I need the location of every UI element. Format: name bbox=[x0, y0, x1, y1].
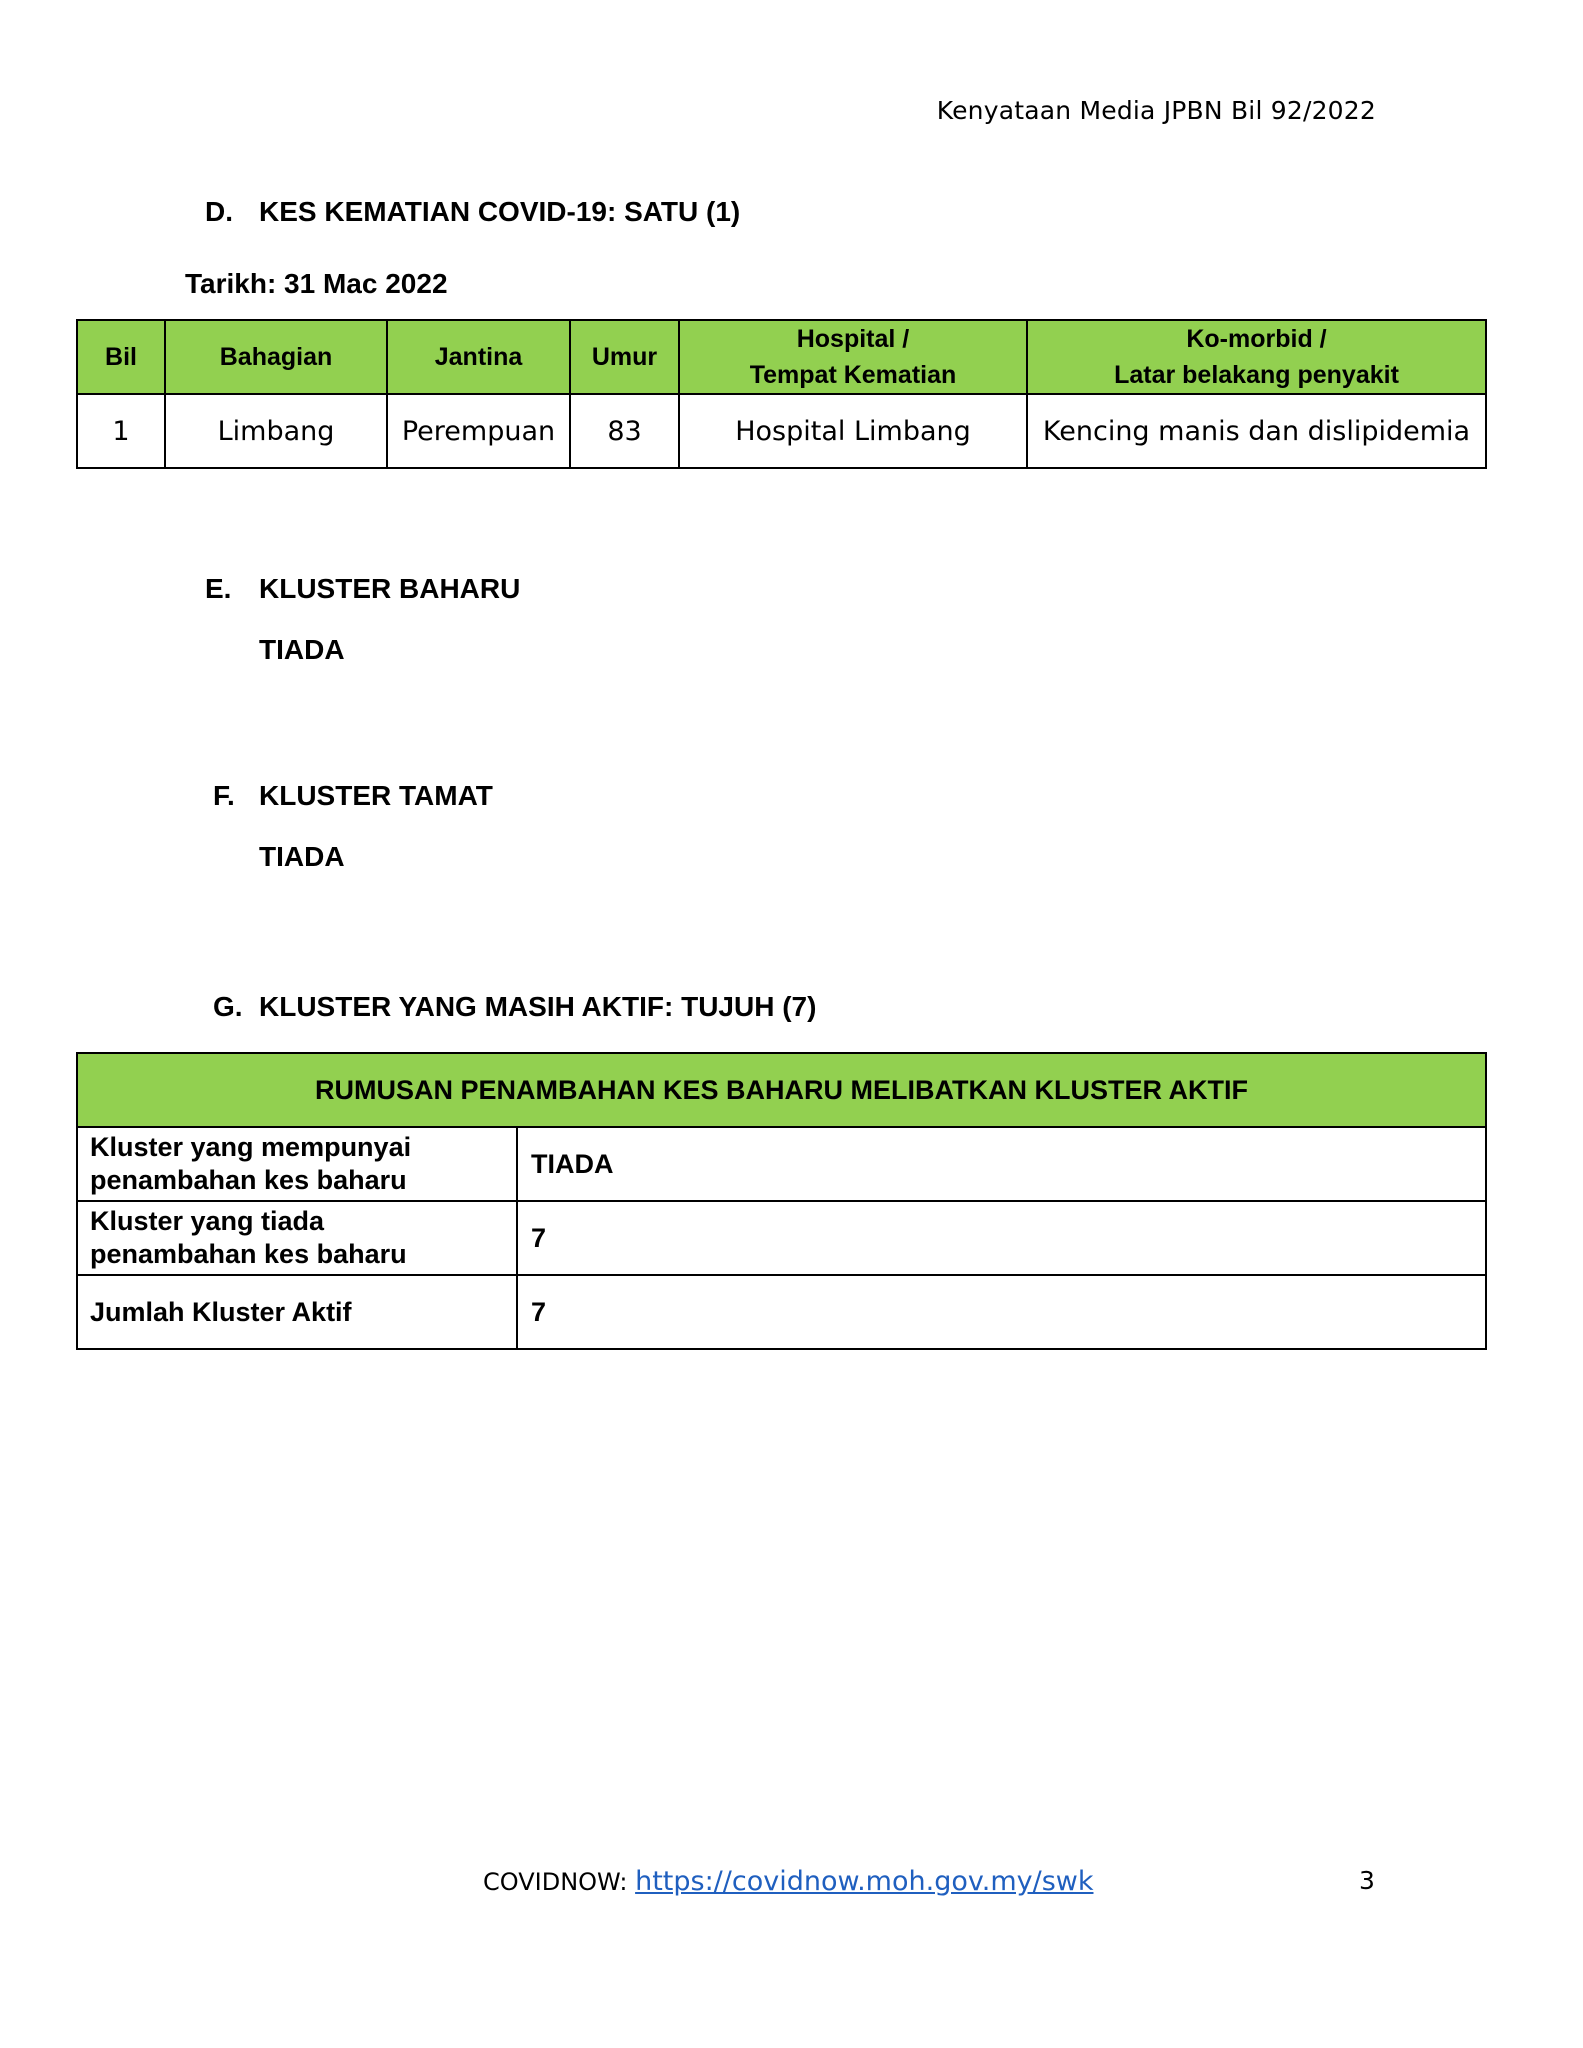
section-e-letter: E. bbox=[205, 573, 232, 604]
section-g-heading bbox=[213, 991, 816, 1023]
table-row bbox=[77, 1127, 1486, 1201]
covidnow-link[interactable]: https://covidnow.moh.gov.my/swk bbox=[635, 1866, 1094, 1897]
cluster-row-label-line-1: Kluster yang tiada bbox=[90, 1206, 325, 1236]
document-reference: Kenyataan Media JPBN Bil 92/2022 bbox=[936, 96, 1376, 125]
active-cluster-table bbox=[76, 1052, 1487, 1350]
section-f-heading bbox=[213, 780, 493, 812]
cluster-row-value: 7 bbox=[517, 1201, 1486, 1275]
section-f-letter: F. bbox=[213, 780, 235, 811]
section-e-value: TIADA bbox=[259, 634, 345, 665]
cluster-row-label bbox=[77, 1127, 517, 1201]
table-row bbox=[77, 394, 1486, 468]
header-jantina: Jantina bbox=[387, 320, 570, 394]
cell-bahagian: Limbang bbox=[165, 394, 387, 468]
cell-bil: 1 bbox=[77, 394, 165, 468]
section-d-date: Tarikh: 31 Mac 2022 bbox=[185, 268, 448, 299]
cluster-row-value: 7 bbox=[517, 1275, 1486, 1349]
section-g-letter: G. bbox=[213, 991, 243, 1022]
cluster-row-label bbox=[77, 1275, 517, 1349]
header-komorbid-line-2: Latar belakang penyakit bbox=[1114, 361, 1399, 389]
footer bbox=[483, 1866, 1093, 1897]
section-f-value: TIADA bbox=[259, 841, 345, 872]
section-g-title: KLUSTER YANG MASIH AKTIF: TUJUH (7) bbox=[259, 991, 817, 1022]
cell-hospital: Hospital Limbang bbox=[679, 394, 1027, 468]
footer-prefix: COVIDNOW: bbox=[483, 1868, 636, 1896]
cell-jantina: Perempuan bbox=[387, 394, 570, 468]
cluster-row-label-line-2: penambahan kes baharu bbox=[90, 1165, 407, 1195]
cluster-table-title: RUMUSAN PENAMBAHAN KES BAHARU MELIBATKAN KLUSTER AKTIF bbox=[77, 1053, 1486, 1127]
section-d-heading bbox=[205, 196, 740, 228]
header-komorbid bbox=[1027, 320, 1486, 394]
header-hospital-line-2: Tempat Kematian bbox=[749, 361, 957, 389]
cell-umur: 83 bbox=[570, 394, 679, 468]
section-d-title: KES KEMATIAN COVID-19: SATU (1) bbox=[259, 196, 741, 227]
cluster-row-value: TIADA bbox=[517, 1127, 1486, 1201]
header-hospital-line-1: Hospital / bbox=[796, 325, 910, 353]
table-row bbox=[77, 1201, 1486, 1275]
section-e-heading bbox=[205, 573, 520, 605]
section-f-title: KLUSTER TAMAT bbox=[259, 780, 493, 811]
page-number: 3 bbox=[1359, 1866, 1375, 1895]
cluster-row-label-line-1: Kluster yang mempunyai bbox=[90, 1132, 412, 1162]
header-hospital bbox=[679, 320, 1027, 394]
header-komorbid-line-1: Ko-morbid / bbox=[1186, 325, 1327, 353]
cluster-row-label-line-1: Jumlah Kluster Aktif bbox=[90, 1296, 352, 1327]
cluster-table-title-row bbox=[77, 1053, 1486, 1127]
section-e-title: KLUSTER BAHARU bbox=[259, 573, 521, 604]
section-d-letter: D. bbox=[205, 196, 233, 227]
deaths-table-header-row bbox=[77, 320, 1486, 394]
cell-komorbid: Kencing manis dan dislipidemia bbox=[1027, 394, 1486, 468]
header-umur: Umur bbox=[570, 320, 679, 394]
header-bil: Bil bbox=[77, 320, 165, 394]
header-bahagian: Bahagian bbox=[165, 320, 387, 394]
table-row bbox=[77, 1275, 1486, 1349]
cluster-row-label bbox=[77, 1201, 517, 1275]
cluster-row-label-line-2: penambahan kes baharu bbox=[90, 1239, 407, 1269]
deaths-table bbox=[76, 319, 1487, 469]
